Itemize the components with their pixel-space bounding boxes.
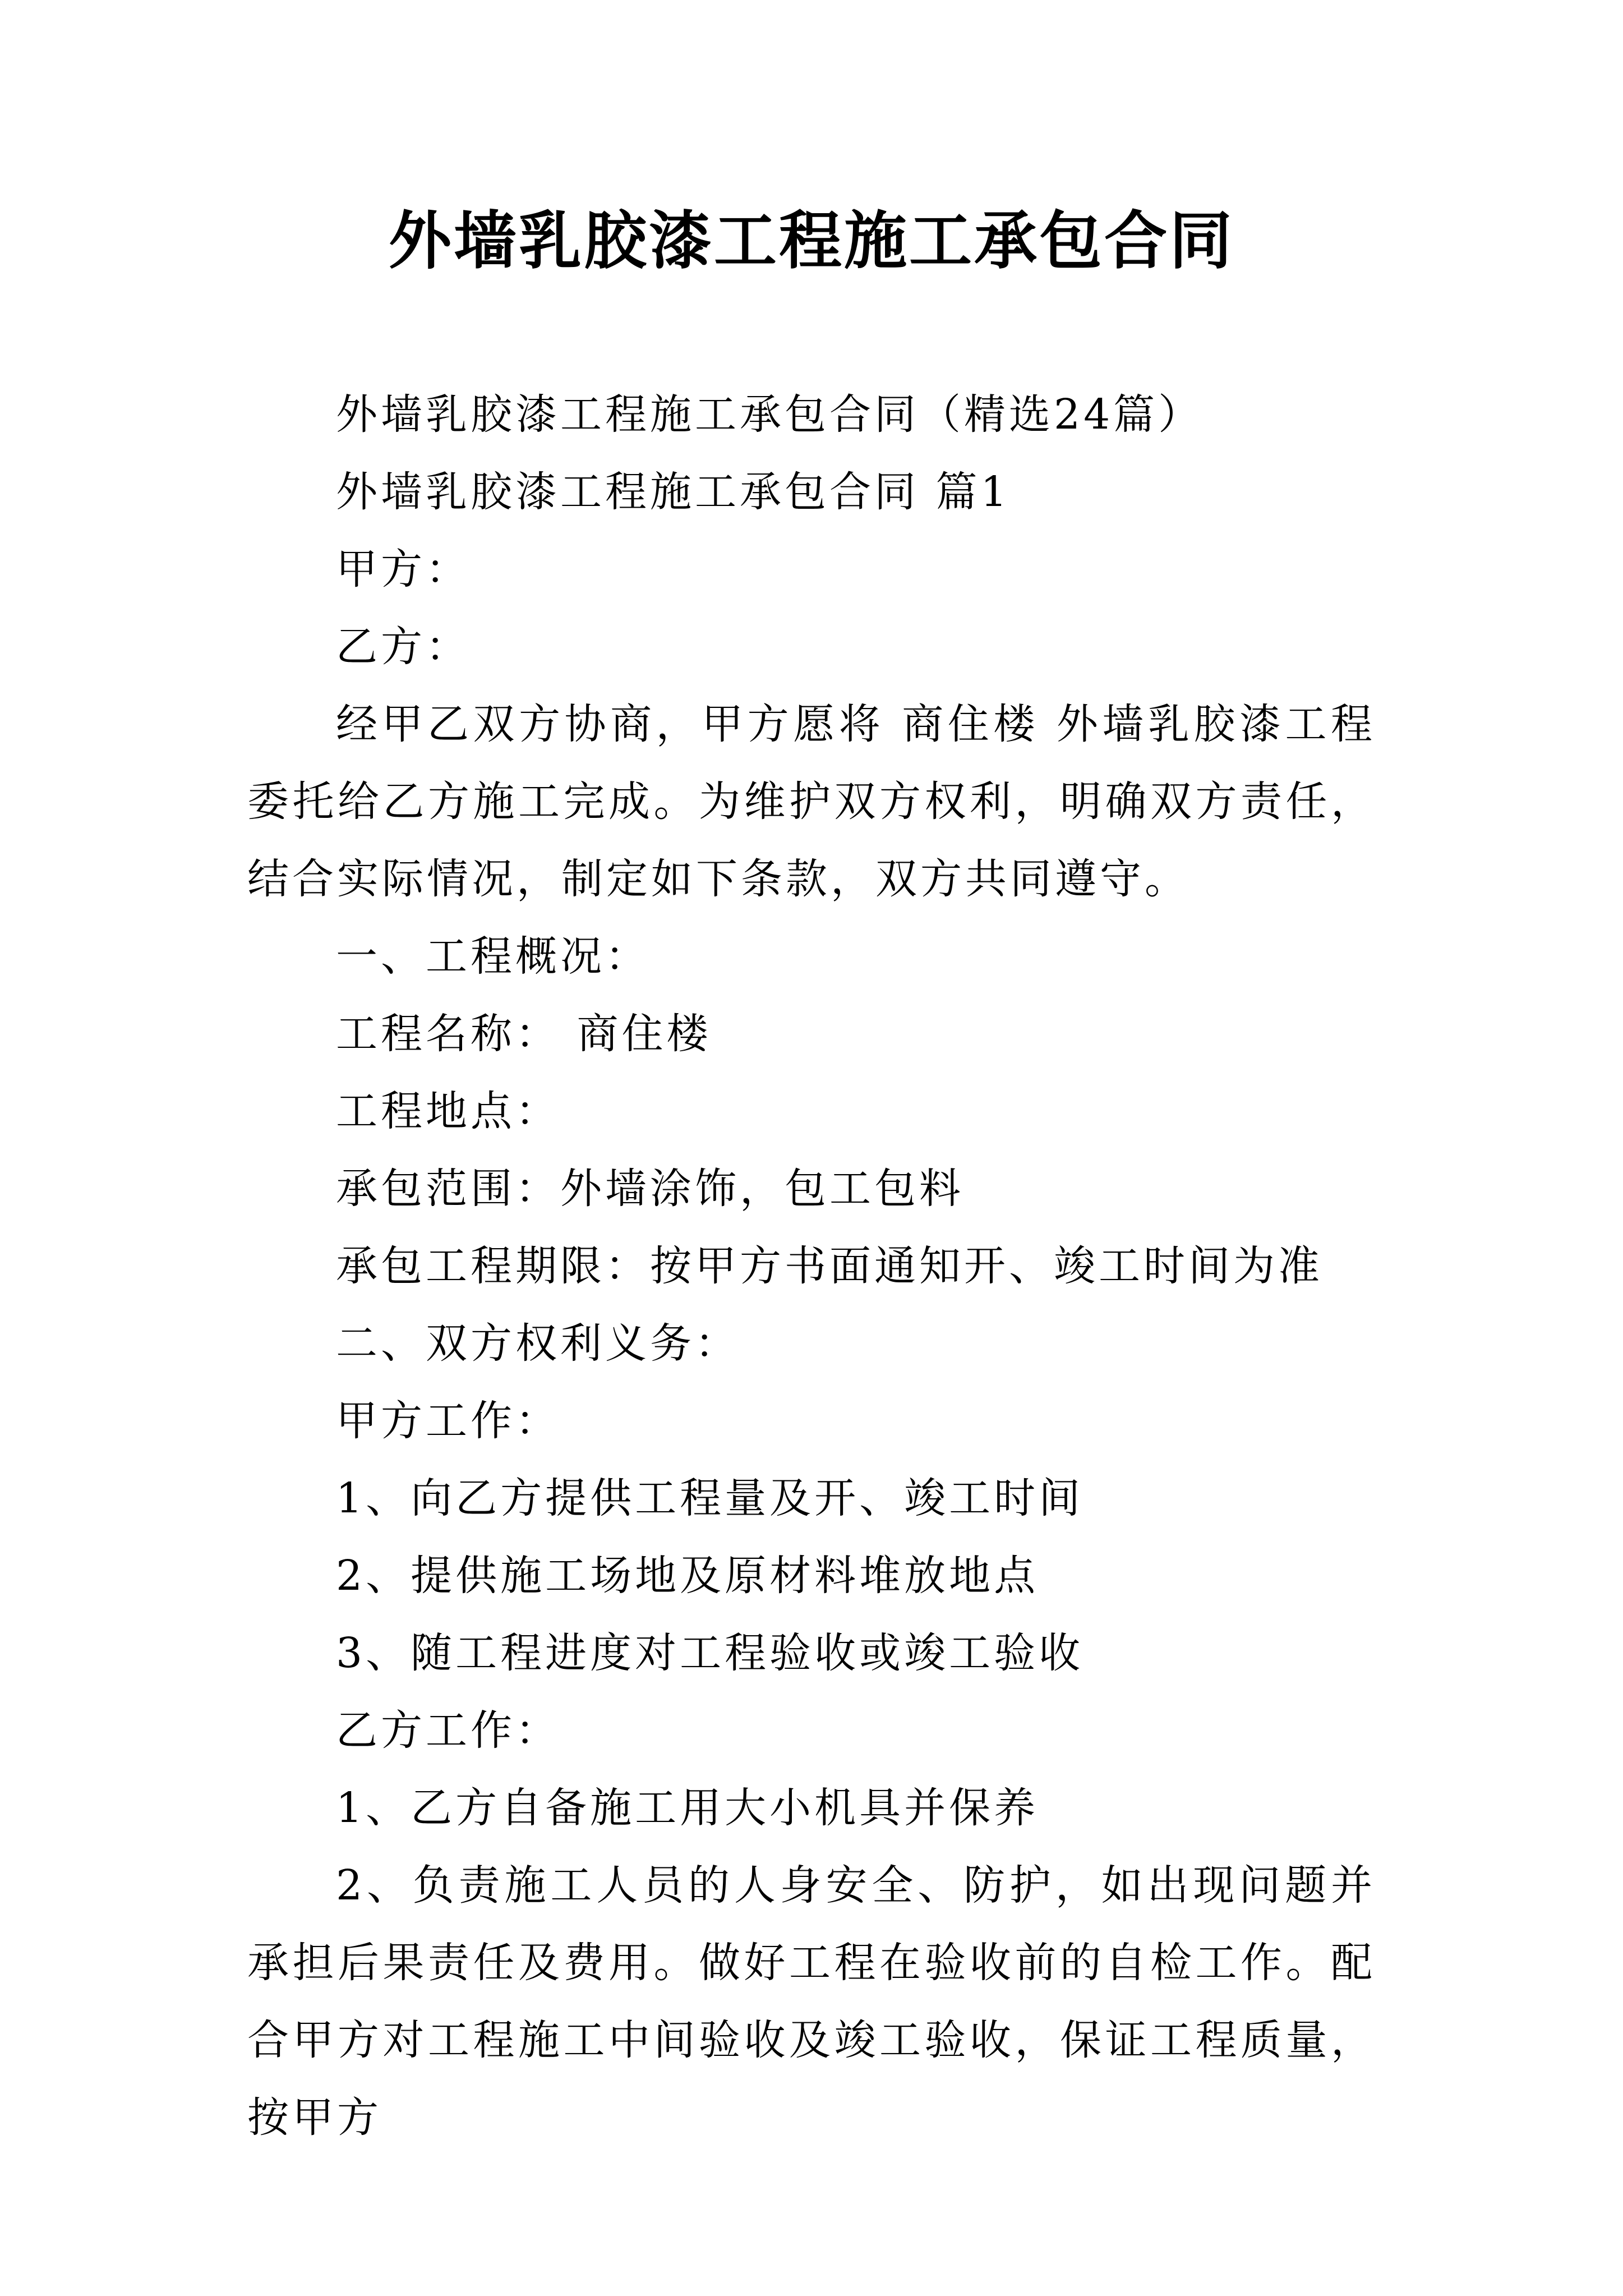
paragraph-party-a-work: 甲方工作： bbox=[336, 1397, 560, 1445]
paragraph-party-a-item-2: 2、提供施工场地及原材料堆放地点 bbox=[336, 1552, 1039, 1600]
paragraph-party-a-item-3: 3、随工程进度对工程验收或竣工验收 bbox=[336, 1629, 1084, 1677]
paragraph-party-b-item-2: 2、负责施工人员的人身安全、防护，如出现问题并承担后果责任及费用。做好工程在验收前的自检工作。配合甲方对工程施工中间验收及竣工验收，保证工程质量，按甲方 bbox=[247, 1861, 1376, 2142]
paragraph-collection-title: 外墙乳胶漆工程施工承包合同（精选24篇） bbox=[336, 390, 1204, 439]
document-title: 外墙乳胶漆工程施工承包合同 bbox=[389, 204, 1234, 278]
paragraph-project-location: 工程地点： bbox=[336, 1087, 560, 1135]
paragraph-project-name: 工程名称： 商住楼 bbox=[336, 1010, 712, 1058]
paragraph-contract-period: 承包工程期限：按甲方书面通知开、竣工时间为准 bbox=[336, 1242, 1323, 1290]
paragraph-party-b-work: 乙方工作： bbox=[336, 1706, 560, 1755]
paragraph-heading-overview: 一、工程概况： bbox=[336, 932, 650, 981]
paragraph-preamble: 经甲乙双方协商，甲方愿将 商住楼 外墙乳胶漆工程委托给乙方施工完成。为维护双方权利，明确双方责任，结合实际情况，制定如下条款，双方共同遵守。 bbox=[247, 700, 1376, 903]
paragraph-section-heading: 外墙乳胶漆工程施工承包合同 篇1 bbox=[336, 468, 1011, 516]
paragraph-party-b-item-1: 1、乙方自备施工用大小机具并保养 bbox=[336, 1784, 1039, 1832]
paragraph-party-a: 甲方： bbox=[336, 545, 471, 593]
paragraph-contract-scope: 承包范围：外墙涂饰，包工包料 bbox=[336, 1165, 964, 1213]
paragraph-heading-rights: 二、双方权利义务： bbox=[336, 1319, 740, 1368]
paragraph-party-a-item-1: 1、向乙方提供工程量及开、竣工时间 bbox=[336, 1474, 1084, 1522]
document-body bbox=[247, 376, 1376, 2156]
paragraph-party-b: 乙方： bbox=[336, 623, 471, 671]
